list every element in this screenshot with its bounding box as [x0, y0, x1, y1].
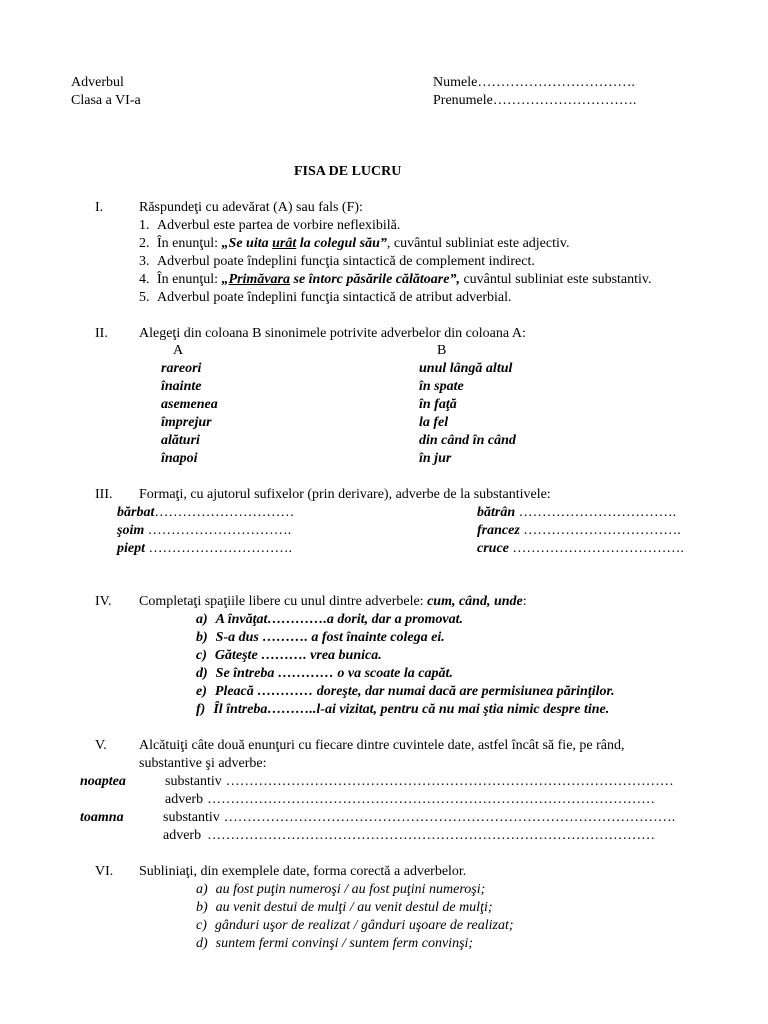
- blank-line: …………………………….: [515, 505, 677, 520]
- blank-line: ……………………………………………………………………………………: [207, 828, 656, 843]
- sentence-row: [163, 809, 675, 827]
- section-1-number: I.: [95, 200, 104, 215]
- item-text: au fost puţin numeroşi / au fost puţini numeroşi;: [215, 882, 486, 897]
- item-letter: c): [196, 648, 207, 663]
- item-text: S-a dus ………. a fost înainte colega ei.: [215, 630, 445, 645]
- class-label: Clasa a VI-a: [71, 93, 141, 108]
- column-a-header: A: [173, 343, 184, 358]
- item-number: 3.: [139, 254, 150, 269]
- section-6-item: [196, 881, 485, 899]
- item-text: Se întreba ………… o va scoate la capăt.: [215, 666, 453, 681]
- item-text: Adverbul poate îndeplini funcţia sintactică de atribut adverbial.: [157, 290, 512, 305]
- derivation-item: [117, 504, 294, 522]
- item-text: Găteşte ………. vrea bunica.: [214, 648, 382, 663]
- item-text: au venit destui de mulţi / au venit destul de mulţi;: [215, 900, 493, 915]
- section-5-number: V.: [95, 738, 107, 753]
- item-text: gânduri uşor de realizat / gânduri uşoare de realizat;: [214, 918, 514, 933]
- blank-line: ……………………………….: [508, 541, 684, 556]
- item-letter: c): [196, 918, 207, 933]
- instruction-end: :: [522, 594, 527, 609]
- sentence-row: [165, 773, 674, 791]
- item-text: Pleacă ………… doreşte, dar numai dacă are permisiunea părinţilor.: [214, 684, 615, 699]
- section-3-instruction: Formaţi, cu ajutorul sufixelor (prin derivare), adverbe de la substantivele:: [139, 487, 551, 502]
- section-1-item: [139, 253, 535, 271]
- section-4-item: [196, 701, 609, 719]
- section-4-item: [196, 683, 615, 701]
- blank-line: ………………………….: [144, 523, 292, 538]
- derivation-item: [477, 522, 681, 540]
- section-4-item: [196, 647, 382, 665]
- column-b-word: la fel: [419, 415, 449, 430]
- item-text: Adverbul poate îndeplini funcţia sintactică de complement indirect.: [157, 254, 535, 269]
- quote-open: „: [221, 236, 229, 251]
- column-a-word: rareori: [161, 361, 202, 376]
- row-label: substantiv: [165, 774, 222, 789]
- column-b-word: din când în când: [419, 433, 516, 448]
- row-label: substantiv: [163, 810, 220, 825]
- column-a-word: alături: [161, 433, 200, 448]
- sentence-row: [163, 827, 655, 845]
- item-letter: f): [196, 702, 206, 717]
- blank-line: …………………………: [154, 505, 295, 520]
- blank-line: ………………………….: [145, 541, 292, 556]
- row-label: adverb: [163, 828, 202, 843]
- section-5-instruction-cont: substantive şi adverbe:: [139, 756, 267, 771]
- item-number: 2.: [139, 236, 150, 251]
- section-6-item: [196, 935, 473, 953]
- section-6-instruction: Subliniaţi, din exemplele date, forma corectă a adverbelor.: [139, 864, 467, 879]
- item-number: 4.: [139, 272, 150, 287]
- section-2-number: II.: [95, 326, 108, 341]
- derivation-item: [117, 522, 291, 540]
- item-text: Îl întreba………..l-ai vizitat, pentru că nu mai ştia nimic despre tine.: [213, 702, 610, 717]
- underlined-word: urât: [272, 236, 297, 251]
- item-letter: b): [196, 630, 208, 645]
- section-4-number: IV.: [95, 594, 112, 609]
- item-text: În enunţul:: [157, 236, 222, 251]
- column-a-word: înapoi: [161, 451, 198, 466]
- item-letter: d): [196, 936, 208, 951]
- name-field: Numele…………………………….: [433, 75, 635, 90]
- quote-close: ”,: [449, 272, 460, 287]
- column-a-word: împrejur: [161, 415, 212, 430]
- item-number: 5.: [139, 290, 150, 305]
- item-text: , cuvântul subliniat este adjectiv.: [386, 236, 570, 251]
- blank-line: …………………………………………………………………………………….: [223, 810, 676, 825]
- blank-line: ……………………………………………………………………………………: [207, 792, 656, 807]
- section-6-item: [196, 899, 493, 917]
- section-1-item: [139, 271, 652, 289]
- page-title: FISA DE LUCRU: [294, 164, 402, 179]
- column-b-word: în spate: [419, 379, 464, 394]
- item-letter: a): [196, 882, 208, 897]
- row-label: adverb: [165, 792, 204, 807]
- noun-word: bărbat: [117, 505, 155, 520]
- section-4-instruction: [139, 593, 527, 611]
- item-letter: e): [196, 684, 207, 699]
- section-6-item: [196, 917, 514, 935]
- derivation-item: [477, 540, 684, 558]
- given-word: toamna: [80, 810, 124, 825]
- section-1-item: [139, 235, 569, 253]
- item-letter: b): [196, 900, 208, 915]
- section-2-instruction: Alegeţi din coloana B sinonimele potrivite adverbelor din coloana A:: [139, 326, 526, 341]
- item-text: A învăţat………….a dorit, dar a promovat.: [215, 612, 464, 627]
- section-1-instruction: Răspundeţi cu adevărat (A) sau fals (F):: [139, 200, 363, 215]
- item-text: suntem fermi convinşi / suntem ferm convinşi;: [215, 936, 474, 951]
- item-text: În enunţul:: [157, 272, 222, 287]
- blank-line: ……………………………………………………………………………………: [225, 774, 674, 789]
- section-6-number: VI.: [95, 864, 114, 879]
- subject-label: Adverbul: [71, 75, 124, 90]
- noun-word: piept: [117, 541, 145, 556]
- section-4-item: [196, 611, 463, 629]
- item-letter: d): [196, 666, 208, 681]
- derivation-item: [117, 540, 292, 558]
- surname-field: Prenumele………………………….: [433, 93, 637, 108]
- column-b-word: în faţă: [419, 397, 457, 412]
- instruction-text: Completaţi spaţiile libere cu unul dintre adverbele:: [139, 594, 428, 609]
- underlined-word: Primăvara: [228, 272, 290, 287]
- section-4-item: [196, 665, 453, 683]
- blank-line: …………………………….: [519, 523, 681, 538]
- item-text: Adverbul este partea de vorbire neflexibilă.: [157, 218, 401, 233]
- section-5-instruction: Alcătuiţi câte două enunţuri cu fiecare dintre cuvintele date, astfel încât să fie, pe rând,: [139, 738, 625, 753]
- sentence-row: [165, 791, 655, 809]
- given-word: noaptea: [80, 774, 126, 789]
- column-a-word: înainte: [161, 379, 202, 394]
- column-b-word: în jur: [419, 451, 452, 466]
- quote-text: Se uita: [228, 236, 273, 251]
- quote-open: „: [221, 272, 229, 287]
- quote-close: ”: [379, 236, 387, 251]
- column-a-word: asemenea: [161, 397, 218, 412]
- section-3-number: III.: [95, 487, 113, 502]
- item-text: cuvântul subliniat este substantiv.: [459, 272, 652, 287]
- noun-word: cruce: [477, 541, 509, 556]
- adverb-options: cum, când, unde: [427, 594, 523, 609]
- quote-text: la colegul său: [296, 236, 380, 251]
- column-b-header: B: [437, 343, 447, 358]
- item-number: 1.: [139, 218, 150, 233]
- item-letter: a): [196, 612, 208, 627]
- noun-word: bătrân: [477, 505, 516, 520]
- column-b-word: unul lângă altul: [419, 361, 513, 376]
- noun-word: şoim: [117, 523, 145, 538]
- section-1-item: [139, 289, 512, 307]
- section-1-item: [139, 217, 400, 235]
- section-4-item: [196, 629, 445, 647]
- noun-word: francez: [477, 523, 520, 538]
- quote-text: se întorc păsările călătoare: [290, 272, 450, 287]
- derivation-item: [477, 504, 676, 522]
